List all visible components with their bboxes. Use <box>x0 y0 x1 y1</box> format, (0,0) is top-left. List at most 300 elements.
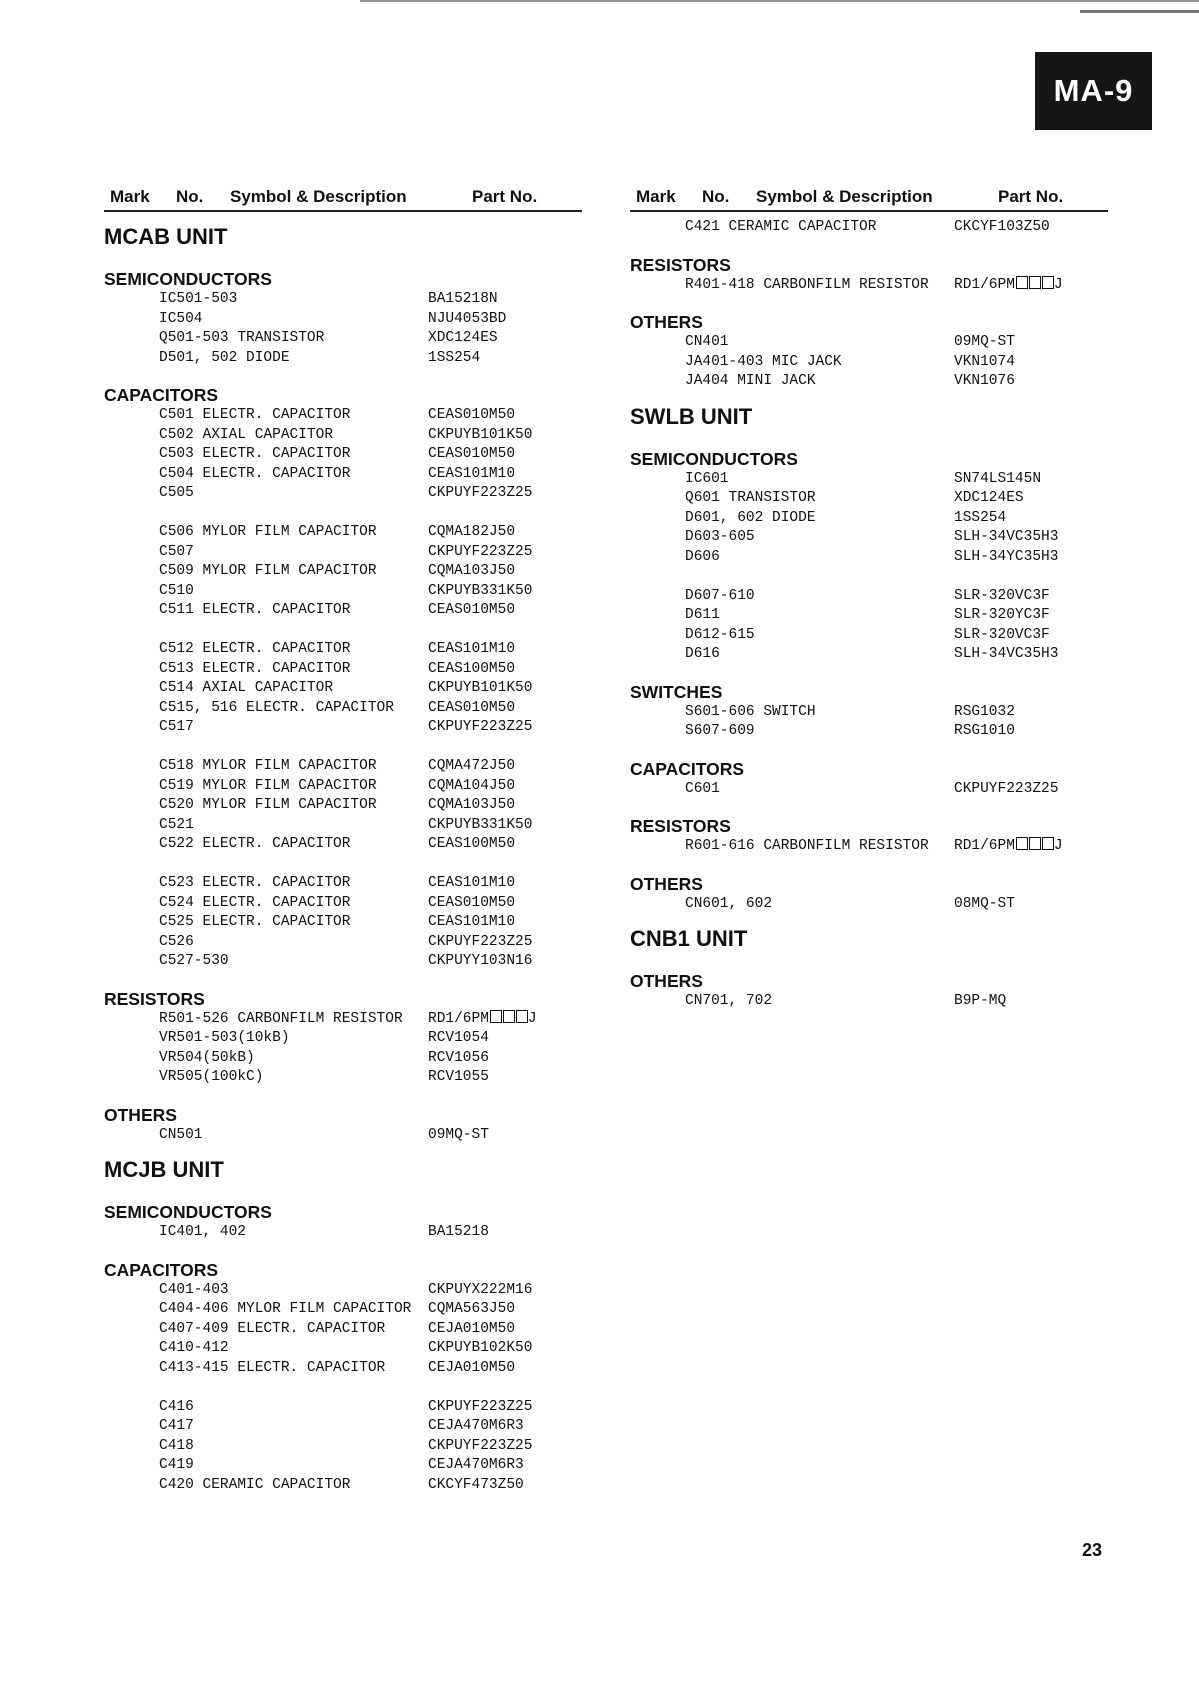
part-description: C410-412 <box>159 1340 229 1356</box>
part-number <box>428 1223 489 1243</box>
unit-heading: CNB1 UNIT <box>630 926 748 951</box>
part-description: C514 AXIAL CAPACITOR <box>159 680 334 696</box>
part-row <box>104 465 582 485</box>
part-number-text: CEAS010M50 <box>428 446 516 462</box>
section-heading: CAPACITORS <box>630 758 745 779</box>
page-number: 23 <box>1082 1540 1103 1560</box>
part-number-text: SLR-320VC3F <box>954 626 1050 643</box>
part-number-text: RD1/6PM <box>954 276 1015 293</box>
part-row <box>104 1223 582 1243</box>
part-number-text: CKPUYF223Z25 <box>428 1398 533 1415</box>
blank-digit-box <box>1016 276 1028 289</box>
section-heading: CAPACITORS <box>104 1259 219 1280</box>
part-number <box>954 703 1015 723</box>
part-description: C518 MYLOR FILM CAPACITOR <box>159 758 377 774</box>
part-row <box>630 470 1108 490</box>
part-description: C524 ELECTR. CAPACITOR <box>159 894 351 911</box>
part-number <box>954 528 1058 548</box>
part-description: C401-403 <box>159 1281 229 1298</box>
part-number-text: CKPUYF223Z25 <box>428 933 533 950</box>
left-column-body <box>104 222 582 1495</box>
part-description: C522 ELECTR. CAPACITOR <box>159 836 351 852</box>
header-symbol-description: Symbol & Description <box>756 187 933 206</box>
part-row <box>630 353 1108 373</box>
part-number-text: CEAS101M10 <box>428 641 516 657</box>
part-number <box>428 699 515 719</box>
part-number-text: CKPUYF223Z25 <box>428 719 533 735</box>
part-number-text: RCV1056 <box>428 1049 489 1066</box>
part-number <box>954 509 1006 529</box>
unit-heading: MCAB UNIT <box>104 224 228 249</box>
blank-digit-box <box>1029 276 1041 289</box>
column-header <box>104 184 582 212</box>
part-number-text: CEJA470M6R3 <box>428 1457 524 1473</box>
section-heading: OTHERS <box>630 873 703 894</box>
blank-digit-box <box>490 1010 502 1023</box>
part-number <box>954 895 1015 915</box>
part-number-text: SLH-34VC35H3 <box>954 646 1059 662</box>
part-number-text: CKPUYY103N16 <box>428 953 533 969</box>
part-description: C525 ELECTR. CAPACITOR <box>159 914 351 930</box>
part-number <box>428 349 480 369</box>
part-description: C523 ELECTR. CAPACITOR <box>159 875 351 891</box>
part-number <box>428 1456 524 1476</box>
part-description: C510 <box>159 582 194 599</box>
part-description: C419 <box>159 1457 194 1473</box>
part-row <box>104 1068 582 1088</box>
part-number <box>954 353 1015 373</box>
part-description: C420 CERAMIC CAPACITOR <box>159 1476 351 1493</box>
part-number-text: CEAS100M50 <box>428 836 516 852</box>
part-row <box>104 1417 582 1437</box>
top-border-line <box>360 0 1199 2</box>
part-number <box>428 1437 532 1457</box>
part-number <box>428 562 515 582</box>
part-row <box>104 543 582 563</box>
part-number <box>428 894 515 914</box>
part-description: D612-615 <box>685 626 755 643</box>
part-description: C511 ELECTR. CAPACITOR <box>159 602 351 618</box>
part-row <box>104 913 582 933</box>
part-description: C417 <box>159 1418 194 1434</box>
part-description: D501, 502 DIODE <box>159 349 290 366</box>
header-part-no: Part No. <box>472 187 538 206</box>
part-row <box>104 699 582 719</box>
header-no: No. <box>176 187 204 206</box>
part-row <box>104 933 582 953</box>
part-description: C601 <box>685 780 720 797</box>
part-number <box>428 1049 489 1069</box>
blank-digit-box <box>516 1010 528 1023</box>
section-heading: SEMICONDUCTORS <box>104 1202 272 1222</box>
part-description: VR501-503(10kB) <box>159 1030 290 1046</box>
section-heading: RESISTORS <box>630 254 731 275</box>
part-row <box>104 777 582 797</box>
part-number-text: NJU4053BD <box>428 310 507 327</box>
part-row <box>104 1456 582 1476</box>
part-description: C507 <box>159 543 194 560</box>
part-number <box>428 310 506 330</box>
part-number <box>428 1359 515 1379</box>
part-row <box>630 528 1108 548</box>
part-row <box>630 645 1108 665</box>
part-row <box>630 837 1108 857</box>
part-row <box>104 349 582 369</box>
part-number <box>428 1068 489 1088</box>
part-number <box>428 952 532 972</box>
section-heading: CAPACITORS <box>104 385 219 405</box>
right-column-body <box>630 218 1108 1012</box>
part-row <box>104 1281 582 1301</box>
section-heading: RESISTORS <box>630 816 731 836</box>
part-row <box>104 329 582 349</box>
part-description: C421 CERAMIC CAPACITOR <box>685 219 877 235</box>
row-spacer <box>630 567 1108 587</box>
part-row <box>104 406 582 426</box>
part-number <box>954 626 1050 646</box>
part-row <box>104 1049 582 1069</box>
part-row <box>104 562 582 582</box>
part-description: IC501-503 <box>159 291 238 307</box>
part-row <box>104 894 582 914</box>
part-number <box>428 933 532 953</box>
part-number <box>428 484 532 504</box>
part-row <box>104 679 582 699</box>
part-description: R601-616 CARBONFILM RESISTOR <box>685 838 929 854</box>
unit-heading: MCJB UNIT <box>104 1157 224 1182</box>
part-number <box>954 470 1041 490</box>
part-row <box>104 582 582 602</box>
part-row <box>104 718 582 738</box>
part-row <box>104 1339 582 1359</box>
part-row <box>630 587 1108 607</box>
part-row <box>104 1029 582 1049</box>
part-number-text: RD1/6PM <box>428 1010 489 1027</box>
row-spacer <box>104 621 582 641</box>
part-description: C407-409 ELECTR. CAPACITOR <box>159 1320 386 1337</box>
section-heading: OTHERS <box>630 312 703 332</box>
part-row <box>630 509 1108 529</box>
part-number <box>428 1281 532 1301</box>
part-number-text: CKPUYB101K50 <box>428 680 533 696</box>
part-number-text: 1SS254 <box>954 509 1007 526</box>
part-row <box>104 445 582 465</box>
part-number-text: CQMA563J50 <box>428 1301 516 1317</box>
part-number-text: 1SS254 <box>428 349 481 366</box>
part-description: VR504(50kB) <box>159 1049 255 1066</box>
part-number-text: RCV1054 <box>428 1030 489 1046</box>
part-description: R401-418 CARBONFILM RESISTOR <box>685 276 929 293</box>
part-description: C526 <box>159 933 194 950</box>
part-row <box>630 992 1108 1012</box>
left-column <box>104 184 582 1495</box>
part-number-text: CKPUYF223Z25 <box>428 485 533 501</box>
row-spacer <box>104 1378 582 1398</box>
part-number <box>428 660 515 680</box>
part-number <box>428 718 532 738</box>
part-number-text: CKPUYB331K50 <box>428 582 533 599</box>
part-description: D607-610 <box>685 587 755 604</box>
header-no: No. <box>702 187 730 206</box>
part-row <box>630 626 1108 646</box>
part-description: C512 ELECTR. CAPACITOR <box>159 641 351 657</box>
part-description: C413-415 ELECTR. CAPACITOR <box>159 1359 386 1376</box>
part-number <box>428 1398 532 1418</box>
part-row <box>104 523 582 543</box>
part-number-text: CKPUYF223Z25 <box>954 780 1059 797</box>
top-corner-mark <box>1080 10 1199 13</box>
part-description: D606 <box>685 548 720 565</box>
part-row <box>630 722 1108 742</box>
part-number <box>428 1029 489 1049</box>
part-number <box>954 992 1006 1012</box>
part-number <box>428 426 532 446</box>
part-description: VR505(100kC) <box>159 1069 264 1085</box>
part-number <box>428 1010 537 1030</box>
part-number-text: CEAS101M10 <box>428 465 516 482</box>
part-number <box>954 333 1015 353</box>
part-description: Q601 TRANSISTOR <box>685 490 816 506</box>
part-row <box>104 816 582 836</box>
part-row <box>104 484 582 504</box>
part-number-text: CEAS101M10 <box>428 875 516 891</box>
part-number <box>428 874 515 894</box>
part-number-text: CEAS010M50 <box>428 894 516 911</box>
part-row <box>630 895 1108 915</box>
part-description: R501-526 CARBONFILM RESISTOR <box>159 1010 403 1027</box>
part-number-text: SN74LS145N <box>954 470 1042 487</box>
part-row <box>104 1320 582 1340</box>
part-number <box>954 780 1058 800</box>
right-column <box>630 184 1108 1012</box>
part-description: CN401 <box>685 334 729 350</box>
part-row <box>630 333 1108 353</box>
part-row <box>104 796 582 816</box>
part-description: D611 <box>685 607 720 623</box>
part-number <box>428 523 515 543</box>
part-number <box>954 548 1058 568</box>
part-number <box>428 1300 515 1320</box>
part-row <box>630 548 1108 568</box>
part-description: S607-609 <box>685 723 755 739</box>
part-number <box>428 601 515 621</box>
part-number-text: XDC124ES <box>428 330 498 346</box>
part-number <box>428 290 498 310</box>
part-number-text: RSG1032 <box>954 703 1015 720</box>
part-row <box>104 835 582 855</box>
part-row <box>104 1010 582 1030</box>
part-description: C519 MYLOR FILM CAPACITOR <box>159 777 377 794</box>
header-symbol-description: Symbol & Description <box>230 187 407 206</box>
part-number <box>428 1126 489 1146</box>
part-row <box>630 703 1108 723</box>
part-number-text: CQMA182J50 <box>428 524 516 540</box>
part-number <box>954 837 1063 857</box>
part-number <box>428 816 532 836</box>
part-description: IC504 <box>159 310 203 327</box>
part-number-text: CEAS101M10 <box>428 914 516 930</box>
part-number-suffix: J <box>1053 838 1063 854</box>
blank-digit-box <box>1029 837 1041 850</box>
part-row <box>104 1359 582 1379</box>
part-number <box>428 543 532 563</box>
part-row <box>104 1437 582 1457</box>
part-number <box>428 913 515 933</box>
part-number-text: RCV1055 <box>428 1069 489 1085</box>
part-description: CN501 <box>159 1126 203 1143</box>
section-heading: SWITCHES <box>630 681 723 702</box>
part-number-text: SLH-34YC35H3 <box>954 548 1059 565</box>
part-row <box>104 660 582 680</box>
part-number-suffix: J <box>1053 276 1063 293</box>
part-number <box>428 582 532 602</box>
section-heading: OTHERS <box>104 1104 177 1125</box>
part-description: CN701, 702 <box>685 993 773 1009</box>
part-number-text: BA15218 <box>428 1224 489 1240</box>
part-number-text: B9P-MQ <box>954 993 1007 1009</box>
part-row <box>104 290 582 310</box>
part-row <box>630 372 1108 392</box>
part-number <box>954 276 1063 296</box>
part-number-text: 09MQ-ST <box>954 334 1015 350</box>
part-number <box>428 1339 532 1359</box>
part-row <box>630 218 1108 238</box>
part-number-text: CQMA103J50 <box>428 563 516 579</box>
part-description: C404-406 MYLOR FILM CAPACITOR <box>159 1301 412 1317</box>
part-number-text: CEAS100M50 <box>428 660 516 677</box>
part-number <box>428 640 515 660</box>
section-heading: SEMICONDUCTORS <box>104 269 272 289</box>
part-description: CN601, 602 <box>685 895 773 912</box>
part-number-text: CKPUYB101K50 <box>428 426 533 443</box>
part-row <box>630 606 1108 626</box>
part-description: D616 <box>685 646 720 662</box>
section-heading: OTHERS <box>630 971 703 991</box>
part-description: C501 ELECTR. CAPACITOR <box>159 407 351 423</box>
part-number <box>954 587 1050 607</box>
part-number-text: CKPUYF223Z25 <box>428 543 533 560</box>
blank-digit-box <box>1016 837 1028 850</box>
part-row <box>104 1398 582 1418</box>
part-number-text: CKPUYF223Z25 <box>428 1437 533 1454</box>
part-number-text: CKCYF473Z50 <box>428 1476 524 1493</box>
part-description: C509 MYLOR FILM CAPACITOR <box>159 563 377 579</box>
part-number <box>428 835 515 855</box>
part-number-text: CEJA010M50 <box>428 1359 516 1376</box>
part-row <box>104 952 582 972</box>
part-number <box>428 796 515 816</box>
row-spacer <box>104 855 582 875</box>
part-description: C513 ELECTR. CAPACITOR <box>159 660 351 677</box>
part-description: IC601 <box>685 470 729 487</box>
part-number <box>954 722 1015 742</box>
part-number-text: SLR-320VC3F <box>954 587 1050 604</box>
part-description: C502 AXIAL CAPACITOR <box>159 426 334 443</box>
part-row <box>104 640 582 660</box>
part-row <box>630 489 1108 509</box>
section-heading: RESISTORS <box>104 988 205 1009</box>
part-description: C515, 516 ELECTR. CAPACITOR <box>159 699 394 716</box>
part-number-text: CEAS010M50 <box>428 407 516 423</box>
part-description: C517 <box>159 719 194 735</box>
part-number <box>428 465 515 485</box>
blank-digit-box <box>1042 837 1054 850</box>
part-number-text: RD1/6PM <box>954 838 1015 854</box>
header-mark: Mark <box>110 187 150 206</box>
part-description: D601, 602 DIODE <box>685 509 816 526</box>
blank-digit-box <box>503 1010 515 1023</box>
part-number-text: CEAS010M50 <box>428 699 516 716</box>
part-description: D603-605 <box>685 529 755 545</box>
part-number <box>954 606 1050 626</box>
part-number-text: 09MQ-ST <box>428 1126 489 1143</box>
part-number <box>954 218 1050 238</box>
part-description: C418 <box>159 1437 194 1454</box>
part-row <box>630 276 1108 296</box>
part-description: JA401-403 MIC JACK <box>685 353 842 370</box>
part-number <box>954 645 1058 665</box>
part-description: C416 <box>159 1398 194 1415</box>
part-number-text: CQMA103J50 <box>428 797 516 813</box>
part-description: C506 MYLOR FILM CAPACITOR <box>159 524 377 540</box>
part-number <box>428 1476 524 1496</box>
part-row <box>104 1300 582 1320</box>
part-number-text: RSG1010 <box>954 723 1015 739</box>
row-spacer <box>104 504 582 524</box>
part-description: C503 ELECTR. CAPACITOR <box>159 446 351 462</box>
part-number <box>428 1417 524 1437</box>
part-description: S601-606 SWITCH <box>685 703 816 720</box>
part-row <box>104 1126 582 1146</box>
part-description: C505 <box>159 485 194 501</box>
part-number <box>954 489 1024 509</box>
section-heading: SEMICONDUCTORS <box>630 448 798 469</box>
part-number-text: CKPUYB102K50 <box>428 1340 533 1356</box>
part-number-text: CEJA470M6R3 <box>428 1418 524 1434</box>
part-number <box>954 372 1015 392</box>
part-row <box>104 874 582 894</box>
header-mark: Mark <box>636 187 676 206</box>
part-description: Q501-503 TRANSISTOR <box>159 330 325 346</box>
row-spacer <box>104 738 582 758</box>
part-row <box>104 757 582 777</box>
part-number <box>428 777 515 797</box>
part-number-text: CKPUYX222M16 <box>428 1281 533 1298</box>
column-header <box>630 184 1108 212</box>
part-number-text: SLR-320YC3F <box>954 607 1050 623</box>
part-number <box>428 406 515 426</box>
part-number-text: BA15218N <box>428 291 498 307</box>
part-description: JA404 MINI JACK <box>685 373 816 389</box>
part-row <box>630 780 1108 800</box>
part-number-text: XDC124ES <box>954 490 1024 506</box>
part-row <box>104 426 582 446</box>
part-number-text: CKCYF103Z50 <box>954 219 1050 235</box>
part-number-text: CEAS010M50 <box>428 602 516 618</box>
part-row <box>104 310 582 330</box>
part-description: IC401, 402 <box>159 1224 247 1240</box>
header-part-no: Part No. <box>998 187 1064 206</box>
part-row <box>104 1476 582 1496</box>
part-number-text: CQMA104J50 <box>428 777 516 794</box>
part-number <box>428 679 532 699</box>
part-description: C527-530 <box>159 953 229 969</box>
part-number-text: VKN1074 <box>954 353 1015 370</box>
part-number <box>428 1320 515 1340</box>
part-number <box>428 445 515 465</box>
part-number <box>428 329 498 349</box>
section-tab: MA-9 <box>1035 52 1152 130</box>
